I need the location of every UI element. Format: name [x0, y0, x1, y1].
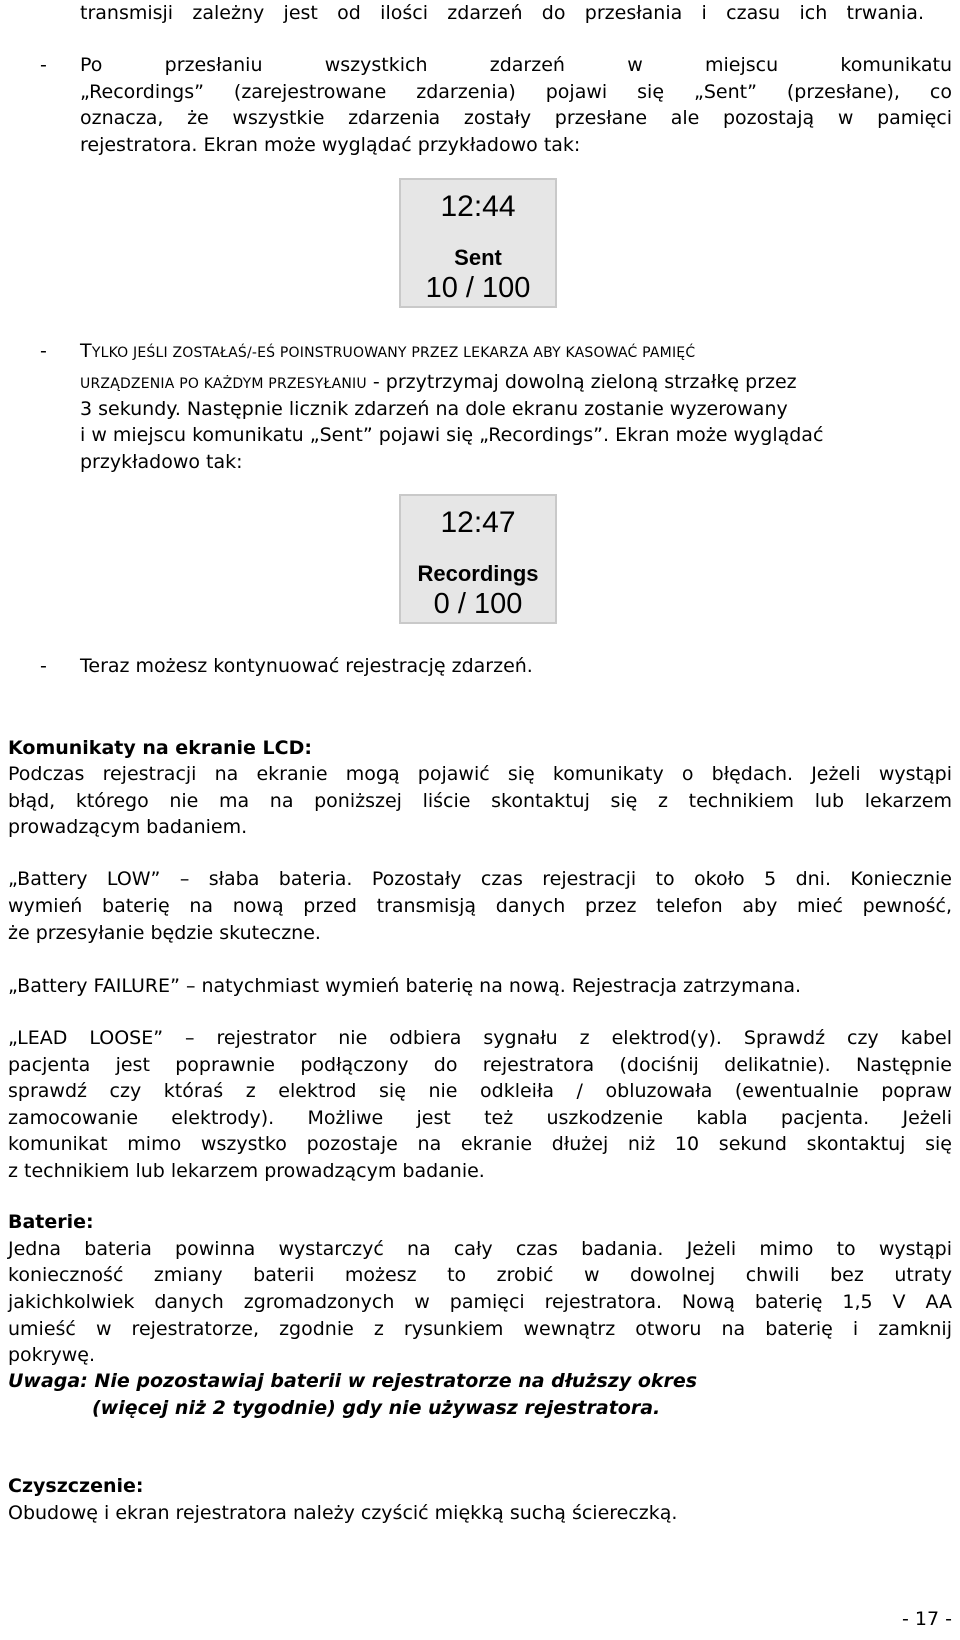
text-line: że przesyłanie będzie skuteczne.	[8, 922, 321, 944]
text-span: - przytrzymaj dowolną zieloną strzałkę przez	[366, 371, 797, 393]
smallcaps-text: URZĄDZENIA PO KAŻDYM PRZESYŁANIU	[80, 376, 367, 392]
text-line: z technikiem lub lekarzem prowadzącym badanie.	[8, 1160, 485, 1182]
text-line: Jedna bateria powinna wystarczyć na cały czas badania. Jeżeli mimo to wystąpi	[8, 1238, 952, 1260]
text-line: prowadzącym badaniem.	[8, 816, 248, 838]
text-line: przykładowo tak:	[80, 451, 243, 473]
text-line: jakichkolwiek danych zgromadzonych w pamięci rejestratora. Nową baterię 1,5 V AA	[8, 1291, 952, 1313]
text-line: „Battery FAILURE” – natychmiast wymień baterię na nową. Rejestracja zatrzymana.	[8, 975, 802, 997]
warning-line: (więcej niż 2 tygodnie) gdy nie używasz rejestratora.	[92, 1397, 661, 1419]
section-heading: Czyszczenie:	[8, 1475, 144, 1497]
lcd-time: 12:44	[440, 190, 516, 223]
text-line: zamocowanie elektrody). Możliwe jest też uszkodzenie kabla pacjenta. Jeżeli	[8, 1107, 952, 1129]
lcd-screen-recordings	[399, 494, 557, 624]
text-line: rejestratora. Ekran może wyglądać przykładowo tak:	[80, 134, 581, 156]
text-line: „LEAD LOOSE” – rejestrator nie odbiera sygnału z elektrod(y). Sprawdź czy kabel	[8, 1027, 952, 1049]
text-line: wymień baterię na nową przed transmisją danych przez telefon aby mieć pewność,	[8, 895, 952, 917]
text-line	[80, 369, 952, 397]
text-line: sprawdź czy któraś z elektrod się nie odkleiła / obluzowała (ewentualnie popraw	[8, 1080, 952, 1102]
text-line: Po przesłaniu wszystkich zdarzeń w miejscu komunikatu	[80, 54, 952, 76]
lcd-count: 10 / 100	[425, 272, 531, 304]
text-line: oznacza, że wszystkie zdarzenia zostały przesłane ale pozostają w pamięci	[80, 107, 952, 129]
warning-line: Uwaga: Nie pozostawiaj baterii w rejestratorze na dłuższy okres	[8, 1370, 698, 1392]
bullet-dash: -	[40, 655, 47, 677]
bullet-dash: -	[40, 54, 47, 76]
page-number: - 17 -	[902, 1608, 952, 1630]
lcd-status: Recordings	[417, 561, 539, 586]
smallcaps-text: YLKO JEŚLI ZOSTAŁAŚ/-EŚ POINSTRUOWANY PRZEZ LEKARZA ABY KASOWAĆ PAMIĘĆ	[91, 345, 696, 361]
bullet-dash: -	[40, 340, 47, 362]
lcd-count: 0 / 100	[433, 588, 523, 620]
text-line: umieść w rejestratorze, zgodnie z rysunkiem wewnątrz otworu na baterię i zamknij	[8, 1318, 952, 1340]
text-line: transmisji zależny jest od ilości zdarzeń do przesłania i czasu ich trwania.	[80, 2, 924, 24]
text-line: 3 sekundy. Następnie licznik zdarzeń na dole ekranu zostanie wyzerowany	[80, 398, 788, 420]
text-line: Podczas rejestracji na ekranie mogą pojawić się komunikaty o błędach. Jeżeli wystąpi	[8, 763, 952, 785]
section-heading: Baterie:	[8, 1211, 94, 1233]
text-line: pokrywę.	[8, 1344, 96, 1366]
text-line: „Recordings” (zarejestrowane zdarzenia) pojawi się „Sent” (przesłane), co	[80, 81, 952, 103]
lcd-screen-sent	[399, 178, 557, 308]
text-line: Teraz możesz kontynuować rejestrację zdarzeń.	[80, 655, 533, 677]
text-line: komunikat mimo wszystko pozostaje na ekranie dłużej niż 10 sekund skontaktuj się	[8, 1133, 952, 1155]
text-line	[80, 338, 952, 366]
text-line: konieczność zmiany baterii możesz to zrobić w dowolnej chwili bez utraty	[8, 1264, 952, 1286]
section-heading: Komunikaty na ekranie LCD:	[8, 737, 312, 759]
lcd-time: 12:47	[440, 506, 516, 539]
text-line: błąd, którego nie ma na poniższej liście skontaktuj się z technikiem lub lekarzem	[8, 790, 952, 812]
text-line: „Battery LOW” – słaba bateria. Pozostały czas rejestracji to około 5 dni. Koniecznie	[8, 868, 952, 890]
text-line: pacjenta jest poprawnie podłączony do rejestratora (dociśnij delikatnie). Następnie	[8, 1054, 952, 1076]
smallcaps-initial: T	[80, 340, 92, 362]
text-line: i w miejscu komunikatu „Sent” pojawi się „Recordings”. Ekran może wyglądać	[80, 424, 824, 446]
text-line: Obudowę i ekran rejestratora należy czyścić miękką suchą ściereczką.	[8, 1502, 678, 1524]
lcd-status: Sent	[454, 245, 502, 270]
